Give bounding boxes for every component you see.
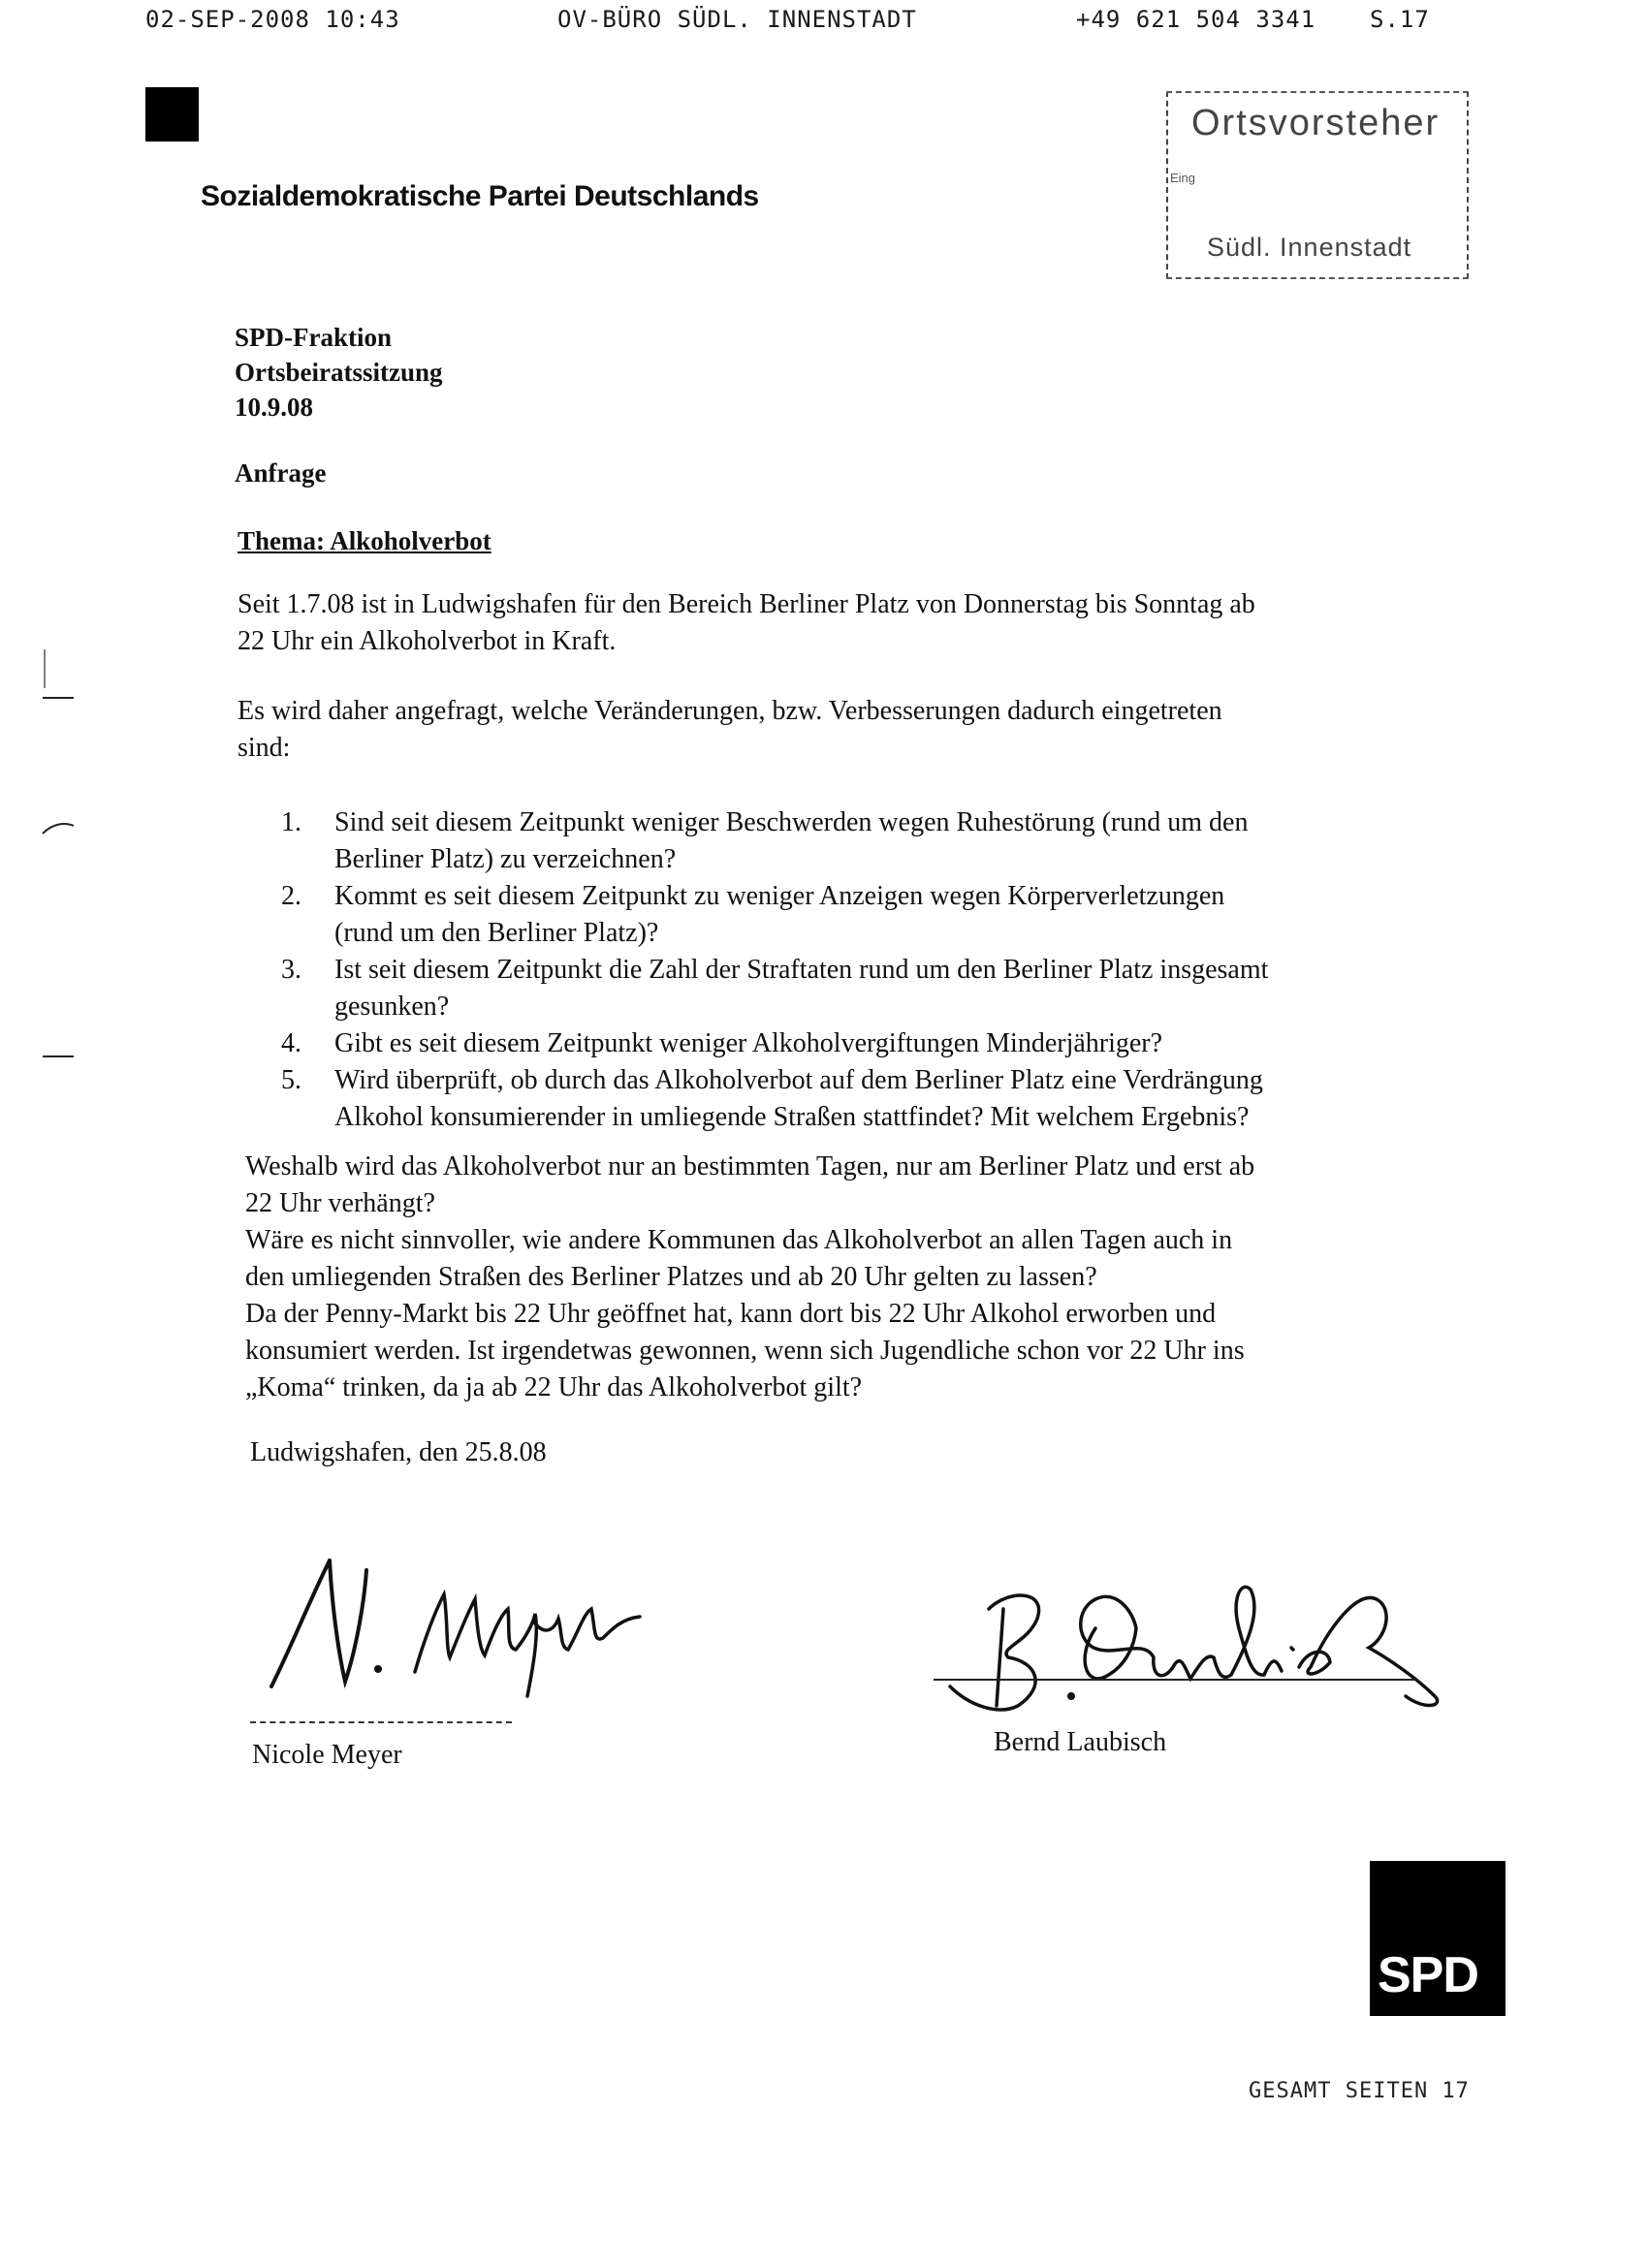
list-item	[281, 804, 1268, 878]
question-line: Ist seit diesem Zeitpunkt die Zahl der Straftaten rund um den Berliner Platz insgesamt	[334, 955, 1269, 985]
question-number: 2.	[281, 881, 301, 911]
request-label: Anfrage	[235, 458, 327, 488]
question-intro-line: sind:	[238, 733, 291, 763]
question-line: Alkohol konsumierender in umliegende Straßen stattfindet? Mit welchem Ergebnis?	[334, 1102, 1250, 1132]
stamp-small-label: Eing	[1170, 171, 1196, 185]
margin-marks	[39, 465, 78, 1144]
question-number: 1.	[281, 807, 301, 837]
question-intro-paragraph	[238, 693, 1222, 767]
signature-left-image	[252, 1541, 679, 1706]
closing-line: den umliegenden Straßen des Berliner Platzes und ab 20 Uhr gelten zu lassen?	[245, 1262, 1097, 1292]
intro-paragraph	[238, 586, 1255, 660]
intro-line: 22 Uhr ein Alkoholverbot in Kraft.	[238, 626, 617, 656]
topic-title: Thema: Alkoholverbot	[238, 526, 491, 555]
location-date: Ludwigshafen, den 25.8.08	[250, 1437, 547, 1467]
closing-paragraph	[245, 1149, 1254, 1406]
question-intro-line: Es wird daher angefragt, welche Veränderungen, bzw. Verbesserungen dadurch eingetreten	[238, 696, 1222, 726]
closing-line: Da der Penny-Markt bis 22 Uhr geöffnet hat, kann dort bis 22 Uhr Alkohol erworben und	[245, 1299, 1217, 1329]
stamp-place: Südl. Innenstadt	[1207, 233, 1412, 262]
intro-line: Seit 1.7.08 ist in Ludwigshafen für den Bereich Berliner Platz von Donnerstag bis Sonntag ab	[238, 589, 1255, 619]
list-item	[281, 1062, 1268, 1136]
question-line: Sind seit diesem Zeitpunkt weniger Beschwerden wegen Ruhestörung (rund um den	[334, 807, 1249, 837]
fax-phone-number: +49 621 504 3341	[1076, 6, 1316, 33]
list-item	[281, 1025, 1268, 1062]
closing-line: 22 Uhr verhängt?	[245, 1188, 435, 1218]
signature-right-image	[931, 1551, 1474, 1725]
question-list	[281, 804, 1268, 1136]
signer-left-name: Nicole Meyer	[252, 1740, 402, 1770]
spd-logo-text: SPD	[1378, 1947, 1478, 2003]
document-heading	[235, 320, 442, 425]
fax-header	[0, 6, 1648, 35]
fax-page-number: S.17	[1370, 6, 1430, 33]
spd-logo	[1370, 1861, 1505, 2016]
signature-line-left	[250, 1721, 512, 1723]
question-number: 5.	[281, 1065, 301, 1095]
corner-mark	[145, 87, 199, 142]
received-stamp	[1166, 91, 1469, 279]
signature-line-right	[934, 1679, 1418, 1681]
question-line: Gibt es seit diesem Zeitpunkt weniger Alkoholvergiftungen Minderjähriger?	[334, 1028, 1163, 1058]
heading-faction: SPD-Fraktion	[235, 323, 392, 352]
question-line: (rund um den Berliner Platz)?	[334, 918, 659, 948]
question-line: Kommt es seit diesem Zeitpunkt zu weniger Anzeigen wegen Körperverletzungen	[334, 881, 1225, 911]
question-line: Wird überprüft, ob durch das Alkoholverbot auf dem Berliner Platz eine Verdrängung	[334, 1065, 1263, 1095]
fax-date-time: 02-SEP-2008 10:43	[145, 6, 400, 33]
signer-right-name: Bernd Laubisch	[994, 1727, 1167, 1757]
closing-line: Weshalb wird das Alkoholverbot nur an bestimmten Tagen, nur am Berliner Platz und erst ab	[245, 1151, 1255, 1181]
question-line: gesunken?	[334, 992, 450, 1022]
closing-line: konsumiert werden. Ist irgendetwas gewonnen, wenn sich Jugendliche schon vor 22 Uhr ins	[245, 1336, 1245, 1366]
letterhead-party-name: Sozialdemokratische Partei Deutschlands	[201, 180, 759, 212]
list-item	[281, 952, 1268, 1025]
heading-date: 10.9.08	[235, 393, 313, 422]
list-item	[281, 878, 1268, 952]
question-number: 4.	[281, 1028, 301, 1058]
closing-line: Wäre es nicht sinnvoller, wie andere Kommunen das Alkoholverbot an allen Tagen auch in	[245, 1225, 1233, 1255]
closing-line: „Koma“ trinken, da ja ab 22 Uhr das Alkoholverbot gilt?	[245, 1372, 863, 1402]
heading-meeting: Ortsbeiratssitzung	[235, 358, 443, 387]
question-line: Berliner Platz) zu verzeichnen?	[334, 844, 677, 874]
fax-footer: GESAMT SEITEN 17	[1249, 2079, 1470, 2103]
stamp-title: Ortsvorsteher	[1191, 103, 1441, 143]
fax-sender-office: OV-BÜRO SÜDL. INNENSTADT	[557, 6, 917, 33]
question-number: 3.	[281, 955, 301, 985]
